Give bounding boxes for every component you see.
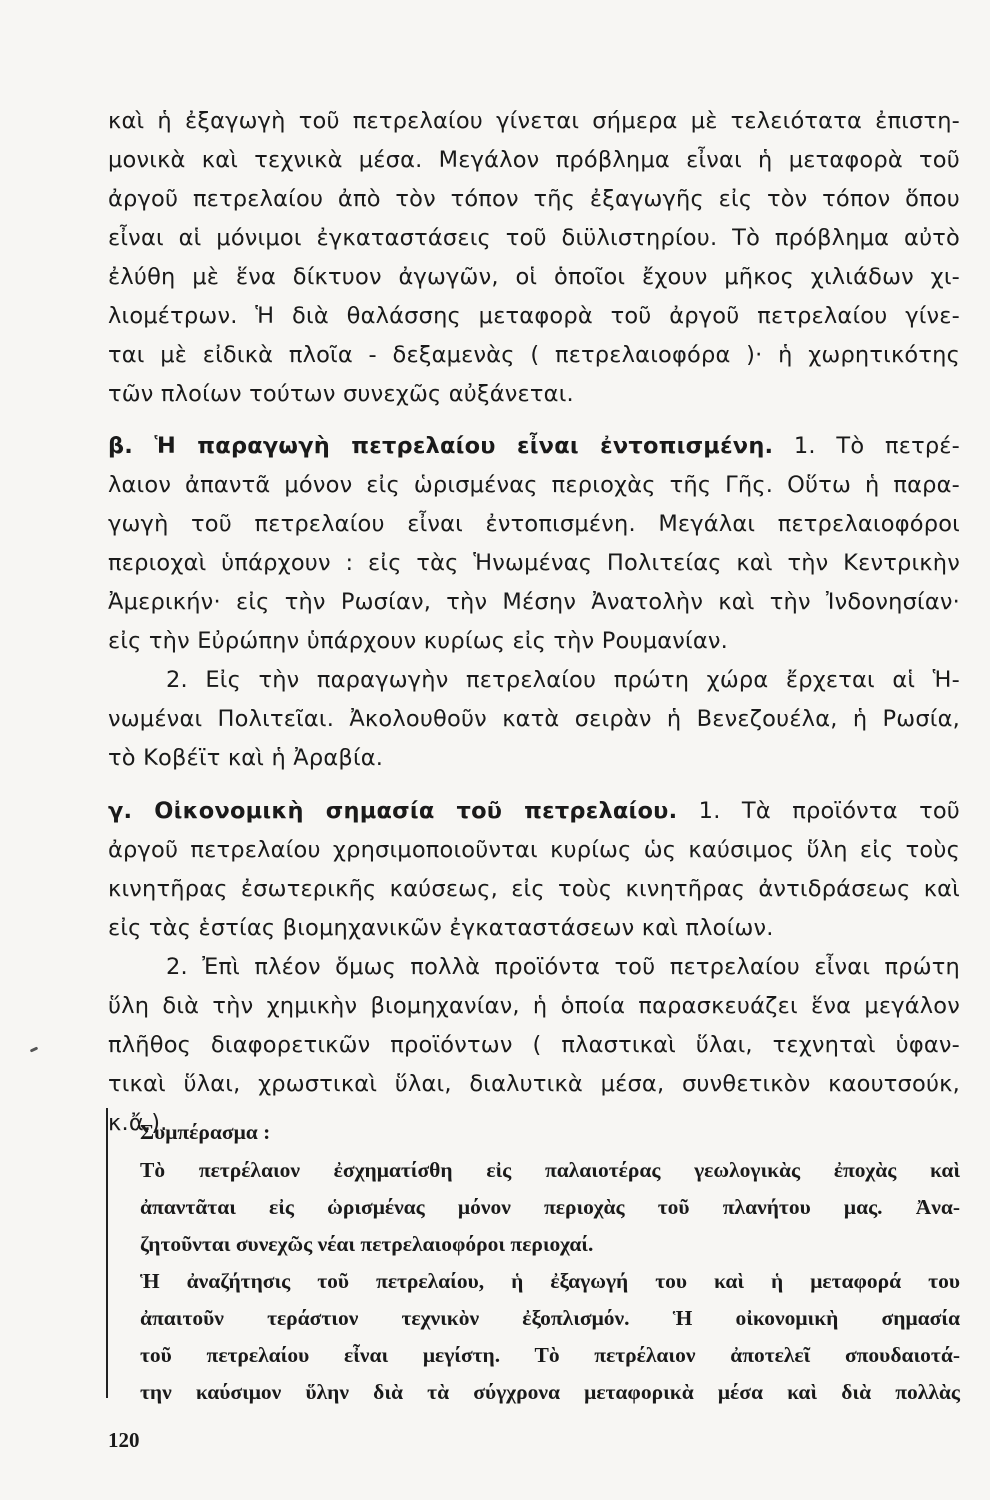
text-line: εἰς τὴν Εὐρώπην ὑπάρχουν κυρίως εἰς τὴν Ρουμανίαν. [108, 628, 728, 654]
text-line: ἀργοῦ πετρελαίου χρησιμοποιοῦνται κυρίως ὡς καύσιμος ὕλη εἰς τοὺς [108, 837, 960, 863]
text-line: τὸ Κοβέϊτ καὶ ἡ Ἀραβία. [108, 745, 384, 771]
summary-title: Συμπέρασμα : [140, 1120, 271, 1144]
section-g-first-line [108, 796, 960, 826]
text-line: ὕλη διὰ τὴν χημικὴν βιομηχανίαν, ἡ ὁποία παρασκευάζει ἕνα μεγάλον [108, 993, 960, 1019]
summary-line: Τὸ πετρέλαιον ἐσχηματίσθη εἰς παλαιοτέρας γεωλογικὰς ἐποχὰς καὶ [140, 1158, 960, 1182]
text-line: τικαὶ ὕλαι, χρωστικαὶ ὕλαι, διαλυτικὰ μέσα, συνθετικὸν καουτσούκ, [108, 1071, 960, 1097]
section-b-first-line-rest: 1. Τὸ πετρέ- [773, 433, 960, 459]
text-line: γωγὴ τοῦ πετρελαίου εἶναι ἐντοπισμένη. Μεγάλαι πετρελαιοφόροι [108, 511, 960, 537]
text-line: εἰς τὰς ἑστίας βιομηχανικῶν ἐγκαταστάσεων καὶ πλοίων. [108, 915, 774, 941]
text-line: ται μὲ εἰδικὰ πλοῖα - δεξαμενὰς ( πετρελαιοφόρα )· ἡ χωρητικότης [108, 342, 960, 368]
text-line: ἐλύθη μὲ ἕνα δίκτυον ἀγωγῶν, οἱ ὁποῖοι ἔχουν μῆκος χιλιάδων χι- [108, 264, 960, 290]
text-line: ἀργοῦ πετρελαίου ἀπὸ τὸν τόπον τῆς ἐξαγωγῆς εἰς τὸν τόπον ὅπου [108, 186, 960, 212]
summary-line: ἀπαντᾶται εἰς ὡρισμένας μόνον περιοχὰς τοῦ πλανήτου μας. Ἀνα- [140, 1195, 960, 1219]
ink-speck [30, 1046, 39, 1052]
text-line: τῶν πλοίων τούτων συνεχῶς αὐξάνεται. [108, 381, 574, 407]
summary-line: τοῦ πετρελαίου εἶναι μεγίστη. Τὸ πετρέλαιον ἀποτελεῖ σπουδαιοτά- [140, 1343, 960, 1367]
text-line: Ἀμερικήν· εἰς τὴν Ρωσίαν, τὴν Μέσην Ἀνατολὴν καὶ τὴν Ἰνδονησίαν· [108, 589, 960, 615]
summary-rule [106, 1108, 108, 1398]
text-line: καὶ ἡ ἐξαγωγὴ τοῦ πετρελαίου γίνεται σήμερα μὲ τελειότατα ἐπιστη- [108, 108, 960, 134]
text-line: κ.ἄ.). [108, 1110, 168, 1136]
text-line: πλῆθος διαφορετικῶν προϊόντων ( πλαστικαὶ ὕλαι, τεχνηταὶ ὑφαν- [108, 1032, 960, 1058]
section-g-heading: γ. Οἰκονομικὴ σημασία τοῦ πετρελαίου. [108, 798, 678, 824]
text-line: κινητῆρας ἐσωτερικῆς καύσεως, εἰς τοὺς κινητῆρας ἀντιδράσεως καὶ [108, 876, 960, 902]
text-line: 2. Εἰς τὴν παραγωγὴν πετρελαίου πρώτη χώρα ἔρχεται αἱ Ἡ- [166, 667, 960, 693]
text-line: λαιον ἀπαντᾶ μόνον εἰς ὡρισμένας περιοχὰς τῆς Γῆς. Οὕτω ἡ παρα- [108, 472, 960, 498]
text-line: μονικὰ καὶ τεχνικὰ μέσα. Μεγάλον πρόβλημα εἶναι ἡ μεταφορὰ τοῦ [108, 147, 960, 173]
summary-line: Ἡ ἀναζήτησις τοῦ πετρελαίου, ἡ ἐξαγωγή του καὶ ἡ μεταφορά του [140, 1269, 960, 1293]
text-line: λιομέτρων. Ἡ διὰ θαλάσσης μεταφορὰ τοῦ ἀργοῦ πετρελαίου γίνε- [108, 303, 960, 329]
summary-line: ἀπαιτοῦν τεράστιον τεχνικὸν ἐξοπλισμόν. Ἡ οἰκονομικὴ σημασία [140, 1306, 960, 1330]
summary-line: ζητοῦνται συνεχῶς νέαι πετρελαιοφόροι περιοχαί. [140, 1232, 594, 1256]
text-line: περιοχαὶ ὑπάρχουν : εἰς τὰς Ἡνωμένας Πολιτείας καὶ τὴν Κεντρικὴν [108, 550, 960, 576]
section-b-heading: β. Ἡ παραγωγὴ πετρελαίου εἶναι ἐντοπισμένη. [108, 433, 774, 459]
section-g-first-line-rest: 1. Τὰ προϊόντα τοῦ [677, 798, 961, 824]
text-line: νωμέναι Πολιτεῖαι. Ἀκολουθοῦν κατὰ σειρὰν ἡ Βενεζουέλα, ἡ Ρωσία, [108, 706, 960, 732]
text-line: 2. Ἐπὶ πλέον ὅμως πολλὰ προϊόντα τοῦ πετρελαίου εἶναι πρώτη [166, 954, 960, 980]
page-number: 120 [108, 1428, 140, 1452]
section-b-first-line [108, 431, 960, 461]
summary-line: την καύσιμον ὕλην διὰ τὰ σύγχρονα μεταφορικὰ μέσα καὶ διὰ πολλὰς [140, 1380, 960, 1404]
text-line: εἶναι αἱ μόνιμοι ἐγκαταστάσεις τοῦ διϋλιστηρίου. Τὸ πρόβλημα αὐτὸ [108, 225, 960, 251]
